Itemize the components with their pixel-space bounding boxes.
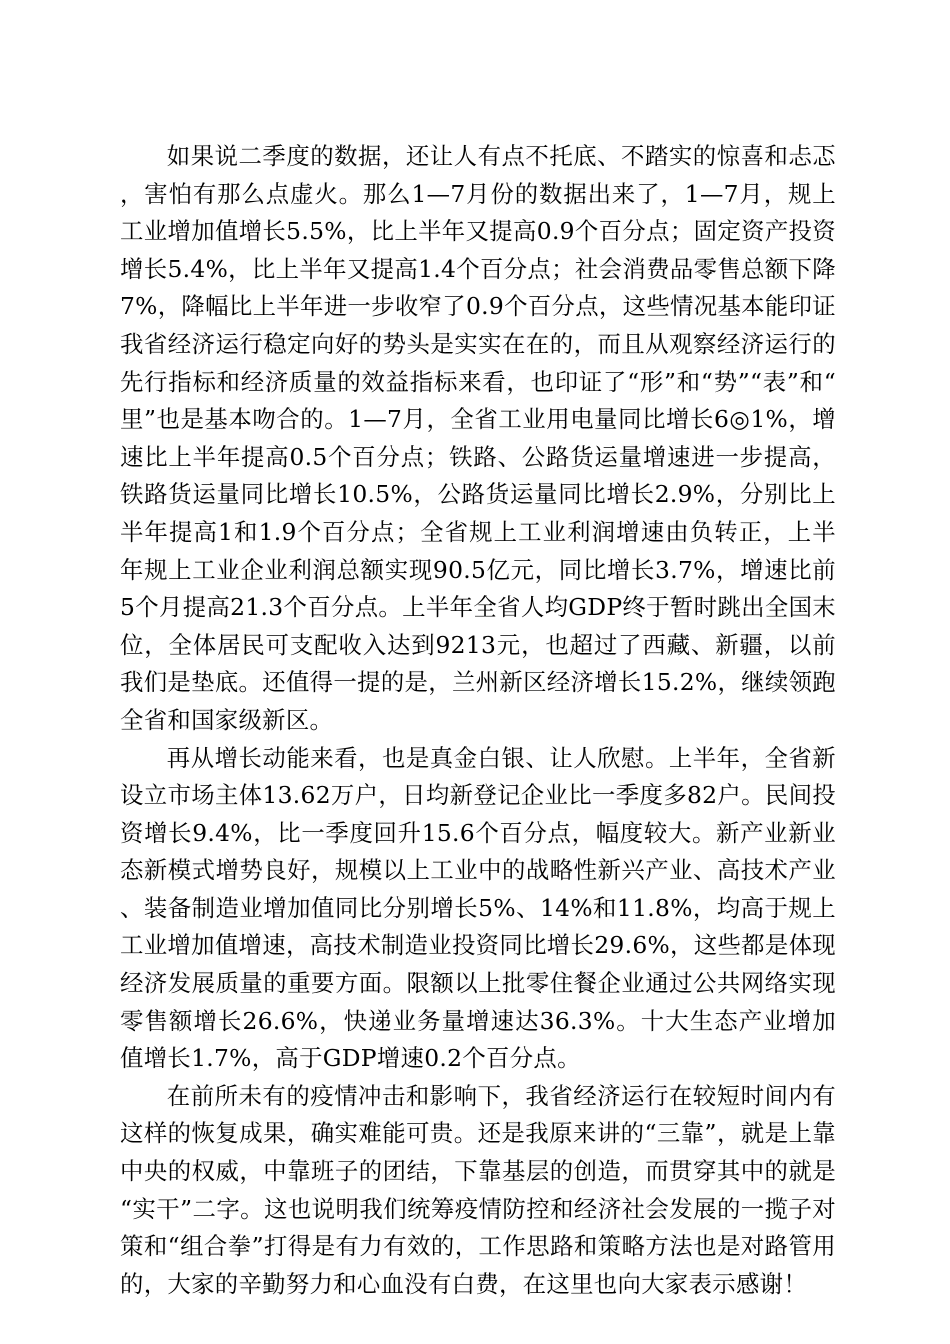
document-body xyxy=(120,138,836,1303)
paragraph-conclusion-thanks: 在前所未有的疫情冲击和影响下，我省经济运行在较短时间内有这样的恢复成果，确实难能可贵。还是我原来讲的“三靠”，就是上靠中央的权威，中靠班子的团结，下靠基层的创造，而贯穿其中的就是“实干”二字。这也说明我们统筹疫情防控和经济社会发展的一揽子对策和“组合拳”打得是有力有效的，工作思路和策略方法也是对路管用的，大家的辛勤努力和心血没有白费，在这里也向大家表示感谢！ xyxy=(120,1081,836,1298)
paragraph-economic-data: 如果说二季度的数据，还让人有点不托底、不踏实的惊喜和忐忑，害怕有那么点虚火。那么1—7月份的数据出来了，1—7月，规上工业增加值增长5.5%，比上半年又提高0.9个百分点；固定资产投资增长5.4%，比上半年又提高1.4个百分点；社会消费品零售总额下降7%，降幅比上半年进一步收窄了0.9个百分点，这些情况基本能印证我省经济运行稳定向好的势头是实实在在的，而且从观察经济运行的先行指标和经济质量的效益指标来看，也印证了“形”和“势”“表”和“里”也是基本吻合的。1—7月，全省工业用电量同比增长6◎1%，增速比上半年提高0.5个百分点；铁路、公路货运量增速进一步提高，铁路货运量同比增长10.5%，公路货运量同比增长2.9%，分别比上半年提高1和1.9个百分点；全省规上工业利润增速由负转正，上半年规上工业企业利润总额实现90.5亿元，同比增长3.7%，增速比前5个月提高21.3个百分点。上半年全省人均GDP终于暂时跳出全国末位，全体居民可支配收入达到9213元，也超过了西藏、新疆，以前我们是垫底。还值得一提的是，兰州新区经济增长15.2%，继续领跑全省和国家级新区。 xyxy=(120,142,836,734)
paragraph-growth-momentum: 再从增长动能来看，也是真金白银、让人欣慰。上半年，全省新设立市场主体13.62万户，日均新登记企业比一季度多82户。民间投资增长9.4%，比一季度回升15.6个百分点，幅度较大。新产业新业态新模式增势良好，规模以上工业中的战略性新兴产业、高技术产业、装备制造业增加值同比分别增长5%、14%和11.8%，均高于规上工业增加值增速，高技术制造业投资同比增长29.6%，这些都是体现经济发展质量的重要方面。限额以上批零住餐企业通过公共网络实现零售额增长26.6%，快递业务量增速达36.3%。十大生态产业增加值增长1.7%，高于GDP增速0.2个百分点。 xyxy=(120,743,836,1073)
